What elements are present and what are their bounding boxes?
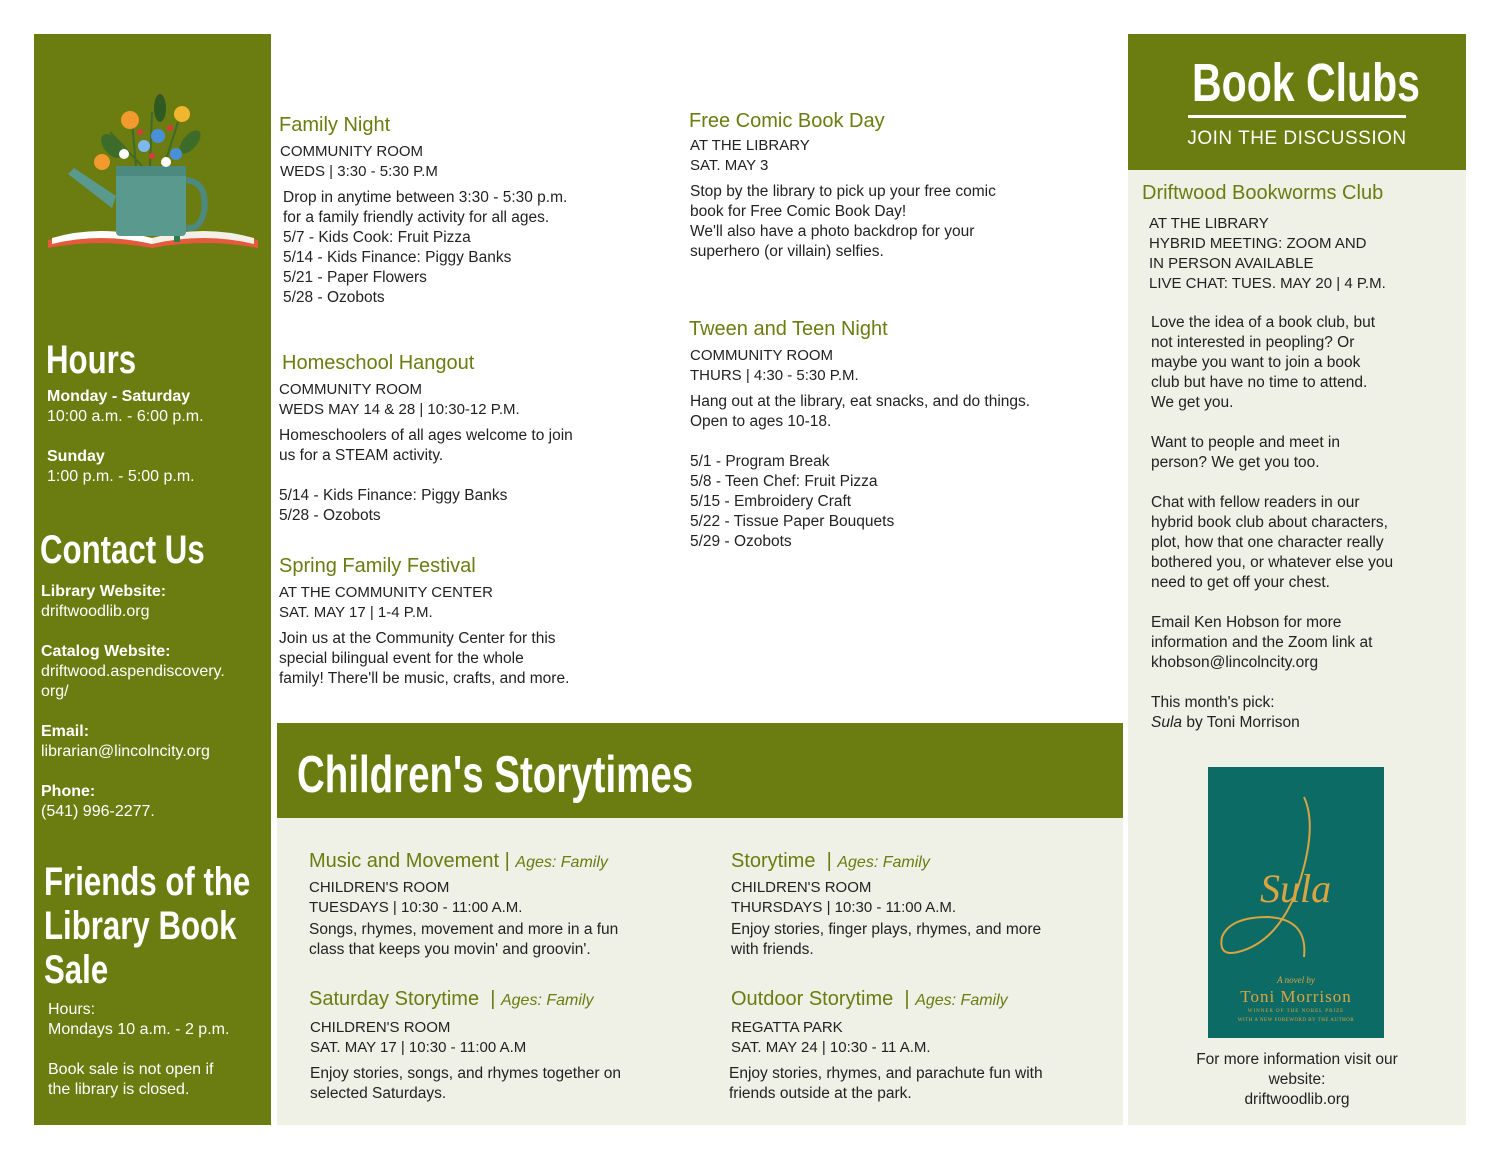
event-body-line: us for a STEAM activity.	[279, 447, 444, 464]
storytime-time: SAT. MAY 17 | 10:30 - 11:00 A.M	[310, 1039, 527, 1056]
club-body-line: hybrid book club about characters,	[1151, 514, 1388, 531]
club-body-line: bothered you, or whatever else you	[1151, 554, 1394, 571]
storytimes-header	[277, 723, 1123, 818]
event-time: WEDS | 3:30 - 5:30 P.M	[280, 163, 438, 180]
event-body	[279, 629, 669, 689]
hours-label-weekday: Monday - Saturday	[47, 388, 191, 405]
event-body-line: Hang out at the library, eat snacks, and do things.	[690, 393, 1031, 410]
friends-note-line2: the library is closed.	[48, 1081, 190, 1098]
event-body-line: book for Free Comic Book Day!	[690, 203, 907, 220]
event-body-line: Drop in anytime between 3:30 - 5:30 p.m.	[283, 189, 568, 206]
bookclubs-footer	[1128, 1050, 1466, 1110]
storytime-body-line: friends outside at the park.	[729, 1085, 912, 1102]
storytime-thursday	[731, 848, 1121, 960]
club-meeting-type-cont: IN PERSON AVAILABLE	[1149, 255, 1314, 272]
cover-author: Toni Morrison	[1240, 987, 1352, 1006]
club-body-line: We get you.	[1151, 394, 1234, 411]
footer-line: For more information visit our	[1196, 1051, 1398, 1068]
club-body-line: information and the Zoom link at	[1151, 634, 1373, 651]
storytime-meta	[731, 878, 1121, 918]
club-meta	[1149, 214, 1462, 294]
storytime-title: Outdoor Storytime	[731, 988, 894, 1010]
club-body-spacer	[1151, 673, 1462, 693]
left-sidebar	[34, 34, 271, 1125]
club-body-line: plot, how that one character really	[1151, 534, 1384, 551]
event-body-line: Stop by the library to pick up your free comic	[690, 183, 996, 200]
club-time: LIVE CHAT: TUES. MAY 20 | 4 P.M.	[1149, 275, 1386, 292]
event-body	[283, 188, 669, 308]
event-body-line: We'll also have a photo backdrop for your	[690, 223, 975, 240]
email-link[interactable]: librarian@lincolncity.org	[41, 743, 210, 760]
storytime-body-line: Enjoy stories, songs, and rhymes together on	[310, 1065, 622, 1082]
storytime-title-row	[731, 986, 1121, 1014]
library-website-link[interactable]: driftwoodlib.org	[41, 603, 150, 620]
storytime-title: Music and Movement	[309, 850, 500, 872]
event-location: AT THE LIBRARY	[690, 137, 810, 154]
storytime-ages: Ages: Family	[500, 992, 594, 1009]
club-body-line: Love the idea of a book club, but	[1151, 314, 1376, 331]
event-title: Free Comic Book Day	[689, 110, 885, 132]
event-tween-teen-night	[689, 316, 1119, 552]
phone-number: (541) 996-2277.	[41, 803, 155, 820]
storytime-saturday	[309, 986, 709, 1104]
event-body-line: superhero (or villain) selfies.	[690, 243, 884, 260]
event-body	[279, 426, 669, 526]
event-meta	[279, 583, 669, 623]
hours-list	[47, 387, 267, 487]
club-body-line: Email Ken Hobson for more	[1151, 614, 1342, 631]
storytime-time: THURSDAYS | 10:30 - 11:00 A.M.	[731, 899, 957, 916]
friends-heading-line2: Library Book	[44, 904, 237, 948]
event-body-line: Open to ages 10-18.	[690, 413, 832, 430]
storytime-title-row	[309, 986, 709, 1014]
club-body-line: Chat with fellow readers in our	[1151, 494, 1360, 511]
event-body-line: 5/14 - Kids Finance: Piggy Banks	[279, 487, 508, 504]
event-title: Family Night	[279, 114, 391, 136]
event-body	[690, 182, 1119, 262]
catalog-website-link-cont[interactable]: org/	[41, 683, 69, 700]
title-separator: |	[484, 988, 496, 1010]
storytime-location: REGATTA PARK	[731, 1019, 843, 1036]
event-meta	[280, 142, 669, 182]
bookworms-club	[1142, 180, 1462, 733]
storytime-ages: Ages: Family	[515, 854, 608, 871]
storytime-time: TUESDAYS | 10:30 - 11:00 A.M.	[309, 899, 523, 916]
event-title: Homeschool Hangout	[282, 352, 475, 374]
cover-tagline: A novel by	[1277, 975, 1315, 985]
event-body-line: 5/1 - Program Break	[690, 453, 830, 470]
club-contact-email[interactable]: khobson@lincolncity.org	[1151, 654, 1319, 671]
event-time: WEDS MAY 14 & 28 | 10:30-12 P.M.	[279, 401, 520, 418]
storytime-body-line: with friends.	[731, 941, 814, 958]
event-body-spacer	[690, 432, 1119, 452]
contact-label-website: Library Website:	[41, 583, 167, 600]
pick-line	[1151, 713, 1462, 733]
bookclubs-title-underline	[1188, 115, 1406, 118]
event-body-line: 5/14 - Kids Finance: Piggy Banks	[283, 249, 512, 266]
event-time: THURS | 4:30 - 5:30 P.M.	[690, 367, 859, 384]
storytime-body-line: Enjoy stories, rhymes, and parachute fun with	[729, 1065, 1043, 1082]
event-body-line: special bilingual event for the whole	[279, 650, 524, 667]
storytime-ages: Ages: Family	[837, 854, 930, 871]
storytime-body	[731, 920, 1121, 960]
friends-hours-value: Mondays 10 a.m. - 2 p.m.	[48, 1021, 230, 1038]
title-separator: |	[898, 988, 910, 1010]
club-location: AT THE LIBRARY	[1149, 215, 1269, 232]
event-body-line: 5/8 - Teen Chef: Fruit Pizza	[690, 473, 878, 490]
event-time: SAT. MAY 17 | 1-4 P.M.	[279, 604, 433, 621]
title-separator: |	[504, 850, 510, 872]
storytime-time: SAT. MAY 24 | 10:30 - 11 A.M.	[731, 1039, 931, 1056]
event-time: SAT. MAY 3	[690, 157, 769, 174]
contact-label-catalog: Catalog Website:	[41, 643, 171, 660]
event-body-line: Join us at the Community Center for this	[279, 630, 556, 647]
pick-title: Sula	[1151, 714, 1183, 731]
footer-line: website:	[1268, 1071, 1326, 1088]
storytime-ages: Ages: Family	[915, 992, 1008, 1009]
friends-heading-line1: Friends of the	[44, 860, 251, 904]
event-title: Tween and Teen Night	[689, 318, 888, 340]
event-body-spacer	[279, 466, 669, 486]
storytime-music-movement	[309, 848, 709, 960]
club-meeting-type: HYBRID MEETING: ZOOM AND	[1149, 235, 1367, 252]
friends-heading-line3: Sale	[44, 948, 109, 992]
club-body-line: Want to people and meet in	[1151, 434, 1340, 451]
storytime-title: Saturday Storytime	[309, 988, 480, 1010]
bookclubs-header	[1128, 34, 1466, 170]
storytime-title-row	[731, 848, 1121, 876]
event-meta	[690, 346, 1119, 386]
event-spring-family-festival	[279, 553, 669, 689]
storytime-body-line: class that keeps you movin' and groovin'.	[309, 941, 591, 958]
flower-book-illustration	[40, 62, 266, 254]
event-location: COMMUNITY ROOM	[690, 347, 834, 364]
club-body-spacer	[1151, 413, 1462, 433]
event-body-line: 5/28 - Ozobots	[283, 289, 385, 306]
club-body-line: person? We get you too.	[1151, 454, 1320, 471]
pick-author: by Toni Morrison	[1182, 714, 1300, 731]
catalog-website-link[interactable]: driftwood.aspendiscovery.	[41, 663, 225, 680]
event-meta	[279, 380, 669, 420]
storytime-outdoor	[731, 986, 1121, 1104]
event-body-line: 5/22 - Tissue Paper Bouquets	[690, 513, 895, 530]
cover-line2: WITH A NEW FOREWORD BY THE AUTHOR	[1237, 1018, 1355, 1023]
event-body	[690, 392, 1119, 552]
hours-label-sunday: Sunday	[47, 448, 105, 465]
storytime-location: CHILDREN'S ROOM	[309, 879, 450, 896]
contact-list	[41, 582, 269, 822]
bookclubs-title: Book Clubs	[1192, 53, 1421, 113]
hours-value-weekday: 10:00 a.m. - 6:00 p.m.	[47, 408, 204, 425]
event-free-comic-book-day	[689, 108, 1119, 262]
event-body-line: family! There'll be music, crafts, and more.	[279, 670, 570, 687]
storytime-body-line: Enjoy stories, finger plays, rhymes, and more	[731, 921, 1042, 938]
event-body-line: Homeschoolers of all ages welcome to join	[279, 427, 573, 444]
contact-label-phone: Phone:	[41, 783, 96, 800]
friends-hours-label: Hours:	[48, 1001, 96, 1018]
event-body-line: 5/28 - Ozobots	[279, 507, 381, 524]
club-body	[1151, 313, 1462, 733]
storytime-body	[729, 1064, 1121, 1104]
storytime-body-line: selected Saturdays.	[310, 1085, 447, 1102]
storytime-location: CHILDREN'S ROOM	[310, 1019, 451, 1036]
club-body-spacer	[1151, 473, 1462, 493]
storytime-title: Storytime	[731, 850, 816, 872]
contact-heading: Contact Us	[40, 528, 205, 572]
cover-title: Sula	[1260, 866, 1332, 911]
event-homeschool-hangout	[279, 350, 669, 526]
event-body-line: 5/29 - Ozobots	[690, 533, 792, 550]
storytime-body	[310, 1064, 709, 1104]
club-body-line: club but have no time to attend.	[1151, 374, 1368, 391]
storytime-meta	[309, 878, 709, 918]
footer-website-link[interactable]: driftwoodlib.org	[1244, 1091, 1350, 1108]
club-body-spacer	[1151, 593, 1462, 613]
event-meta	[690, 136, 1119, 176]
club-body-line: maybe you want to join a book	[1151, 354, 1361, 371]
friends-note-line1: Book sale is not open if	[48, 1061, 214, 1078]
friends-info	[48, 1000, 270, 1100]
hours-value-sunday: 1:00 p.m. - 5:00 p.m.	[47, 468, 195, 485]
club-title: Driftwood Bookworms Club	[1142, 182, 1384, 204]
event-location: AT THE COMMUNITY CENTER	[279, 584, 493, 601]
storytime-body	[309, 920, 709, 960]
bookclubs-subtitle: JOIN THE DISCUSSION	[1187, 128, 1407, 149]
title-separator: |	[821, 850, 832, 872]
club-body-line: not interested in peopling? Or	[1151, 334, 1355, 351]
storytime-location: CHILDREN'S ROOM	[731, 879, 872, 896]
storytime-meta	[310, 1018, 709, 1058]
event-family-night	[279, 112, 669, 308]
event-body-line: 5/15 - Embroidery Craft	[690, 493, 852, 510]
pick-label: This month's pick:	[1151, 694, 1275, 711]
storytime-body-line: Songs, rhymes, movement and more in a fun	[309, 921, 619, 938]
book-cover	[1208, 767, 1384, 1038]
club-body-line: need to get off your chest.	[1151, 574, 1330, 591]
storytime-meta	[731, 1018, 1121, 1058]
contact-label-email: Email:	[41, 723, 90, 740]
event-location: COMMUNITY ROOM	[280, 143, 424, 160]
hours-heading: Hours	[46, 338, 137, 382]
event-body-line: 5/7 - Kids Cook: Fruit Pizza	[283, 229, 471, 246]
event-location: COMMUNITY ROOM	[279, 381, 423, 398]
cover-line1: WINNER OF THE NOBEL PRIZE	[1247, 1009, 1345, 1014]
event-body-line: for a family friendly activity for all ages.	[283, 209, 550, 226]
event-title: Spring Family Festival	[279, 555, 476, 577]
friends-heading	[44, 860, 250, 992]
storytime-title-row	[309, 848, 709, 876]
storytimes-title: Children's Storytimes	[297, 746, 694, 804]
event-body-line: 5/21 - Paper Flowers	[283, 269, 427, 286]
